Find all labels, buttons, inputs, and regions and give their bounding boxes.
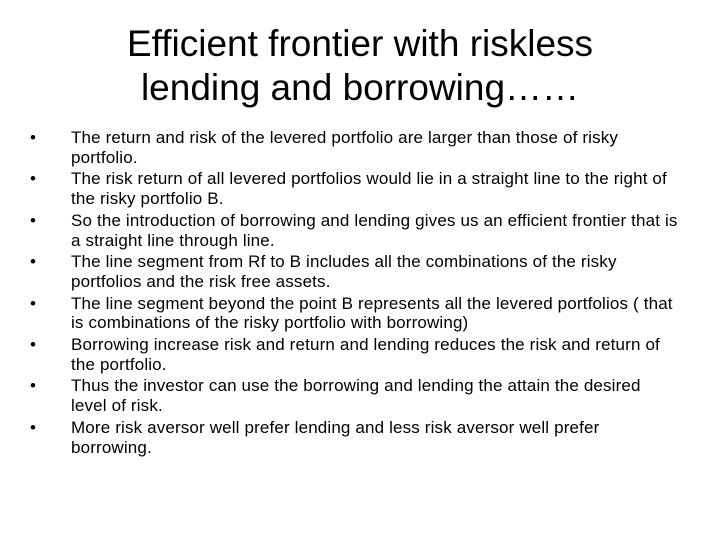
bullet-text: The return and risk of the levered portfolio are larger than those of risky portfolio. bbox=[71, 128, 619, 167]
bullet-marker: • bbox=[30, 417, 37, 437]
bullet-marker: • bbox=[30, 376, 37, 396]
bullet-item bbox=[30, 294, 680, 334]
slide-title-line-1: Efficient frontier with riskless bbox=[126, 23, 594, 64]
bullet-text: So the introduction of borrowing and lending gives us an efficient frontier that is a straight line through line. bbox=[71, 210, 678, 250]
bullet-marker: • bbox=[30, 334, 37, 354]
bullet-marker: • bbox=[30, 293, 37, 313]
bullet-item bbox=[30, 128, 680, 168]
bullet-list bbox=[30, 128, 680, 459]
bullet-item bbox=[30, 335, 680, 375]
bullet-item bbox=[30, 376, 680, 416]
bullet-marker: • bbox=[30, 169, 37, 189]
bullet-text: The line segment beyond the point B represents all the levered portfolios ( that is combinations of the risky portfolio with borrowing) bbox=[71, 293, 673, 333]
bullet-item bbox=[30, 211, 680, 251]
bullet-marker: • bbox=[30, 128, 37, 147]
slide-title-line-2: lending and borrowing…… bbox=[140, 67, 580, 109]
bullet-text: The risk return of all levered portfolios would lie in a straight line to the right of the risky portfolio B. bbox=[71, 169, 667, 209]
bullet-marker: • bbox=[30, 210, 37, 230]
slide-title bbox=[60, 22, 660, 110]
bullet-item bbox=[30, 418, 680, 458]
bullet-item bbox=[30, 169, 680, 209]
bullet-text: Thus the investor can use the borrowing and lending the attain the desired level of risk. bbox=[71, 376, 641, 416]
bullet-text: The line segment from Rf to B includes all the combinations of the risky portfolios and the risk free assets. bbox=[71, 252, 617, 291]
bullet-marker: • bbox=[30, 252, 37, 272]
bullet-text: More risk aversor well prefer lending and less risk aversor well prefer borrowing. bbox=[71, 417, 600, 457]
bullet-item bbox=[30, 252, 680, 292]
bullet-text: Borrowing increase risk and return and lending reduces the risk and return of the portfolio. bbox=[71, 334, 660, 374]
